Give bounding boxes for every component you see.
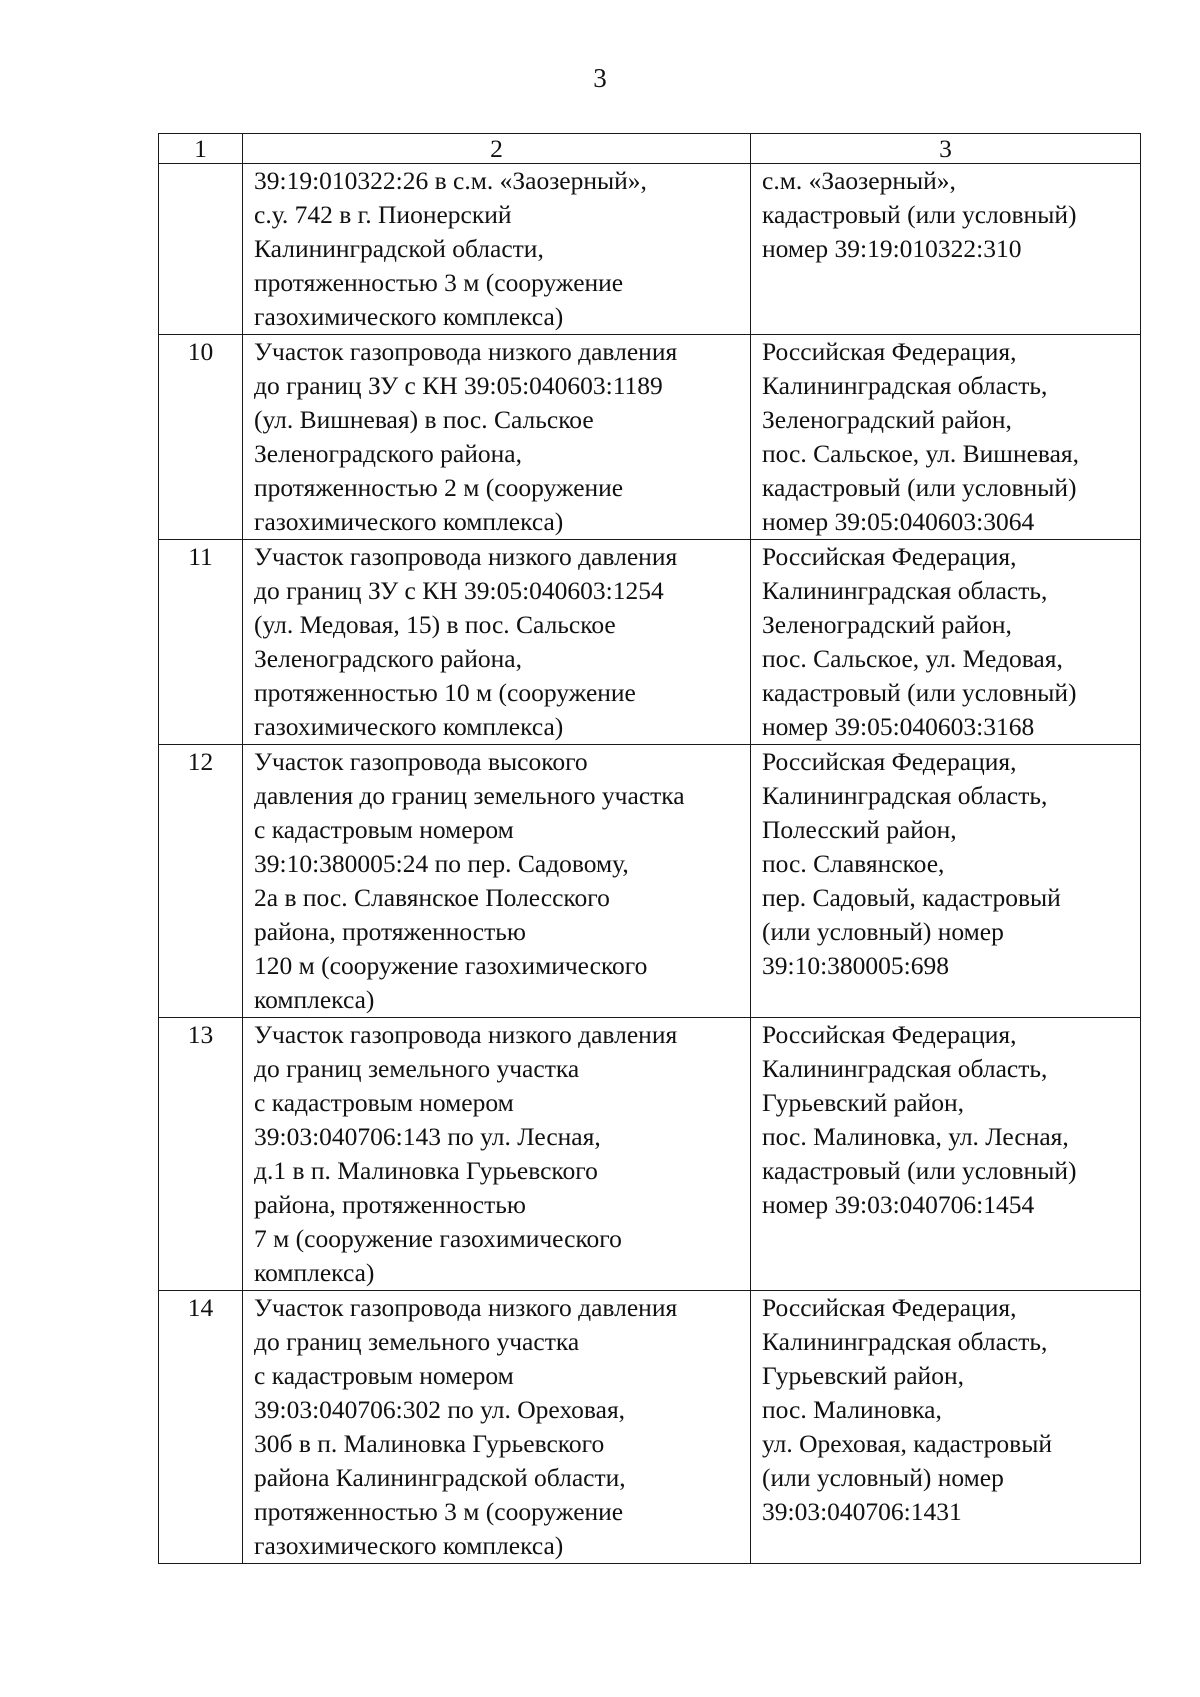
table-row xyxy=(159,1291,1141,1564)
object-description: Участок газопровода низкого давления до границ земельного участка с кадастровым номером 39:03:040706:143 по ул. Лесная, д.1 в п. Малиновка Гурьевского района, протяженностью 7 м (сооружение газохимического комплекса) xyxy=(254,1020,678,1287)
row-number: 12 xyxy=(159,745,243,1018)
row-number: 10 xyxy=(159,335,243,540)
object-location: Российская Федерация, Калининградская область, Зеленоградский район, пос. Сальское, ул. Вишневая, кадастровый (или условный) номер 39:05:040603:3064 xyxy=(762,337,1080,536)
table-row xyxy=(159,1018,1141,1291)
object-description-cell xyxy=(243,745,751,1018)
object-location: Российская Федерация, Калининградская область, Зеленоградский район, пос. Сальское, ул. Медовая, кадастровый (или условный) номер 39:05:040603:3168 xyxy=(762,542,1077,741)
object-description-cell xyxy=(243,540,751,745)
column-header-1: 1 xyxy=(159,134,243,164)
object-location: Российская Федерация, Калининградская область, Гурьевский район, пос. Малиновка, ул. Лесная, кадастровый (или условный) номер 39:03:040706:1454 xyxy=(762,1020,1077,1219)
object-description: Участок газопровода низкого давления до границ земельного участка с кадастровым номером 39:03:040706:302 по ул. Ореховая, 30б в п. Малиновка Гурьевского района Калининградской области, протяженностью 3 м (сооружение газохимического комплекса) xyxy=(254,1293,678,1560)
row-number: 13 xyxy=(159,1018,243,1291)
column-header-2: 2 xyxy=(243,134,751,164)
objects-table xyxy=(158,133,1141,1564)
column-header-3: 3 xyxy=(751,134,1141,164)
object-location-cell xyxy=(751,1018,1141,1291)
object-location-cell xyxy=(751,335,1141,540)
object-location: Российская Федерация, Калининградская область, Полесский район, пос. Славянское, пер. Садовый, кадастровый (или условный) номер 39:10:380005:698 xyxy=(762,747,1061,980)
object-location-cell xyxy=(751,540,1141,745)
object-location-cell xyxy=(751,164,1141,335)
object-description: Участок газопровода низкого давления до границ ЗУ с КН 39:05:040603:1189 (ул. Вишневая) в пос. Сальское Зеленоградского района, протяженностью 2 м (сооружение газохимического комплекса) xyxy=(254,337,678,536)
object-description: Участок газопровода низкого давления до границ ЗУ с КН 39:05:040603:1254 (ул. Медовая, 15) в пос. Сальское Зеленоградского района, протяженностью 10 м (сооружение газохимического комплекса) xyxy=(254,542,678,741)
object-description-cell xyxy=(243,1291,751,1564)
page-number: 3 xyxy=(593,63,607,93)
table-row xyxy=(159,164,1141,335)
object-description-cell xyxy=(243,335,751,540)
table-row xyxy=(159,335,1141,540)
table-row xyxy=(159,745,1141,1018)
object-description-cell xyxy=(243,164,751,335)
object-location: Российская Федерация, Калининградская область, Гурьевский район, пос. Малиновка, ул. Ореховая, кадастровый (или условный) номер 39:03:040706:1431 xyxy=(762,1293,1052,1526)
object-description: 39:19:010322:26 в с.м. «Заозерный», с.у. 742 в г. Пионерский Калининградской области, протяженностью 3 м (сооружение газохимического комплекса) xyxy=(254,166,647,331)
table-row xyxy=(159,540,1141,745)
table-header-row xyxy=(159,134,1141,164)
object-location: с.м. «Заозерный», кадастровый (или условный) номер 39:19:010322:310 xyxy=(762,166,1077,263)
row-number xyxy=(159,164,243,335)
object-location-cell xyxy=(751,1291,1141,1564)
row-number: 14 xyxy=(159,1291,243,1564)
row-number: 11 xyxy=(159,540,243,745)
object-location-cell xyxy=(751,745,1141,1018)
object-description-cell xyxy=(243,1018,751,1291)
object-description: Участок газопровода высокого давления до границ земельного участка с кадастровым номером 39:10:380005:24 по пер. Садовому, 2а в пос. Славянское Полесского района, протяженностью 120 м (сооружение газохимического комплекса) xyxy=(254,747,685,1014)
